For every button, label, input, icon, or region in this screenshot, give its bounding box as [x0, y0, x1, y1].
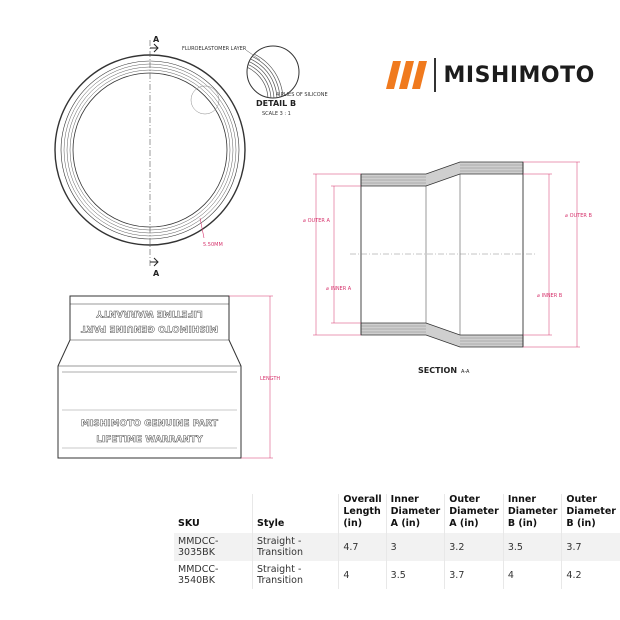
part-text-1: MISHIMOTO GENUINE PART — [80, 419, 219, 429]
table-row — [174, 561, 620, 589]
part-text-mirror-1: MISHIMOTO GENUINE PART — [80, 323, 219, 333]
side-view — [58, 296, 241, 458]
section-marker-bottom: A — [153, 269, 160, 278]
cell-inner-b: 3.5 — [503, 533, 562, 561]
plies-label: 4 PLIES OF SILICONE — [276, 92, 328, 98]
section-dimensions — [313, 162, 580, 347]
section-view — [350, 162, 535, 347]
cell-outer-b: 4.2 — [562, 561, 620, 589]
part-text-mirror-2: LIFETIME WARRANTY — [96, 308, 203, 318]
cell-outer-a: 3.7 — [445, 561, 504, 589]
cell-overall-length: 4 — [339, 561, 386, 589]
table-header-row — [174, 494, 620, 533]
spec-table — [174, 494, 620, 589]
outer-a-label: ⌀ OUTER A — [303, 218, 330, 224]
cell-outer-b: 3.7 — [562, 533, 620, 561]
header-inner-a: Inner Diameter A (in) — [386, 494, 445, 533]
header-inner-b: Inner Diameter B (in) — [503, 494, 562, 533]
mishimoto-logo-icon — [386, 61, 428, 89]
cell-style: Straight - Transition — [253, 533, 339, 561]
brand-name: MISHIMOTO — [443, 62, 595, 88]
header-style: Style — [253, 494, 339, 533]
detail-scale: SCALE 3 : 1 — [262, 111, 291, 117]
header-outer-b: Outer Diameter B (in) — [562, 494, 620, 533]
detail-title: DETAIL B — [256, 99, 297, 108]
inner-a-label: ⌀ INNER A — [326, 286, 352, 292]
cell-overall-length: 4.7 — [339, 533, 386, 561]
section-marker-top: A — [153, 35, 160, 44]
inner-b-label: ⌀ INNER B — [537, 293, 563, 299]
cell-inner-b: 4 — [503, 561, 562, 589]
outer-b-label: ⌀ OUTER B — [565, 213, 592, 219]
section-arrow-bottom — [150, 258, 158, 266]
fluoro-label: FLUROELASTOMER LAYER — [182, 46, 247, 52]
header-overall-length: Overall Length (in) — [339, 494, 386, 533]
thickness-label: 5.50MM — [203, 242, 223, 248]
cell-inner-a: 3 — [386, 533, 445, 561]
logo-divider — [434, 58, 436, 92]
part-text-2: LIFETIME WARRANTY — [96, 435, 203, 445]
length-label: LENGTH — [260, 376, 281, 382]
section-arrow-top — [150, 44, 158, 52]
header-outer-a: Outer Diameter A (in) — [445, 494, 504, 533]
header-sku: SKU — [178, 518, 200, 529]
cell-sku: MMDCC-3035BK — [174, 533, 253, 561]
cell-style: Straight - Transition — [253, 561, 339, 589]
section-title: SECTION A-A — [418, 366, 470, 375]
mishimoto-logo — [386, 58, 595, 92]
cell-sku: MMDCC-3540BK — [178, 564, 219, 586]
cell-inner-a: 3.5 — [386, 561, 445, 589]
table-row — [174, 533, 620, 561]
cell-outer-a: 3.2 — [445, 533, 504, 561]
